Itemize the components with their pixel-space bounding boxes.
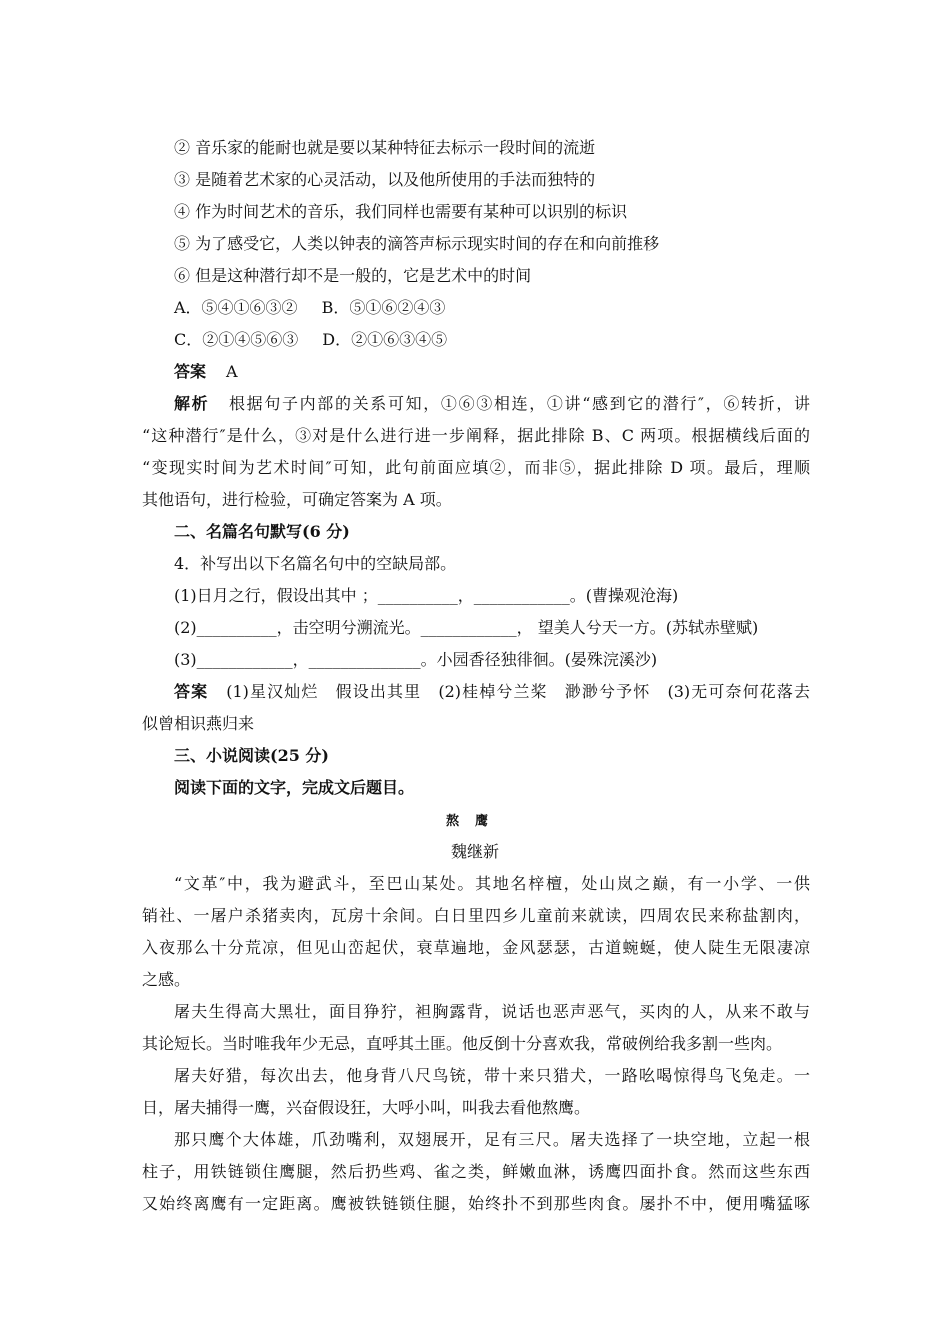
section-2-heading: 二、名篇名句默写(6 分) — [174, 522, 350, 541]
question-4: 4．补写出以下名篇名句中的空缺局部。 — [174, 554, 457, 573]
analysis-line-3: “变现实时间为艺术时间″可知，此句前面应填②，而非⑤，据此排除 D 项。最后，理顺 — [142, 458, 810, 477]
analysis-line-4: 其他语句，进行检验，可确定答案为 A 项。 — [142, 490, 452, 509]
sentence-4: ④ 作为时间艺术的音乐，我们同样也需要有某种可以识别的标识 — [174, 202, 628, 221]
story-p4-line-3: 又始终离鹰有一定距离。鹰被铁链锁住腿，始终扑不到那些肉食。屡扑不中，便用嘴猛啄 — [142, 1194, 810, 1213]
story-p1-line-2: 销社、一屠户杀猪卖肉，瓦房十余间。白日里四乡儿童前来就读，四周农民来称盐割肉， — [142, 906, 810, 925]
option-c: C．②①④⑤⑥③ — [174, 330, 299, 349]
analysis-line-2: “这种潜行″是什么，③对是什么进行进一步阐释，据此排除 B、C 两项。根据横线后面的 — [142, 426, 810, 445]
analysis-line-1: 解析 根据句子内部的关系可知，①⑥③相连，①讲“感到它的潜行″，⑥转折，讲 — [174, 394, 810, 413]
story-author: 魏继新 — [450, 842, 499, 861]
options-row-2 — [174, 330, 447, 350]
option-a: A．⑤④①⑥③② — [174, 298, 298, 317]
answer-label: 答案 — [174, 682, 209, 701]
option-d: D．②①⑥③④⑤ — [322, 330, 448, 349]
answer-q4-line-2: 似曾相识燕归来 — [142, 714, 255, 733]
story-p2-line-2: 其论短长。当时唯我年少无忌，直呼其土匪。他反倒十分喜欢我，常破例给我多割一些肉。 — [142, 1034, 783, 1053]
reading-instruction: 阅读下面的文字，完成文后题目。 — [174, 778, 415, 797]
sentence-2: ② 音乐家的能耐也就是要以某种特征去标示一段时间的流逝 — [174, 138, 596, 157]
options-row-1 — [174, 298, 445, 318]
story-p3-line-1: 屠夫好猎，每次出去，他身背八尺鸟铳，带十来只猎犬，一路吆喝惊得鸟飞兔走。一 — [174, 1066, 810, 1085]
sentence-5: ⑤ 为了感受它，人类以钟表的滴答声标示现实时间的存在和向前推移 — [174, 234, 660, 253]
sentence-6: ⑥ 但是这种潜行却不是一般的，它是艺术中的时间 — [174, 266, 532, 285]
sentence-3: ③ 是随着艺术家的心灵活动，以及他所使用的手法而独特的 — [174, 170, 596, 189]
story-p4-line-1: 那只鹰个大体雄，爪劲嘴利，双翅展开，足有三尺。屠夫选择了一块空地，立起一根 — [174, 1130, 810, 1149]
story-p1-line-1: “文革″中，我为避武斗，至巴山某处。其地名梓檀，处山岚之巅，有一小学、一供 — [174, 874, 810, 893]
story-p2-line-1: 屠夫生得高大黑壮，面目狰狞，袒胸露背，说话也恶声恶气，买肉的人，从来不敢与 — [174, 1002, 810, 1021]
section-3-heading: 三、小说阅读(25 分) — [174, 746, 329, 765]
option-b: B．⑤①⑥②④③ — [321, 298, 446, 317]
fill-blank-2: (2)__________，击空明兮溯流光。____________， 望美人兮天一方。(苏轼赤壁赋) — [174, 618, 759, 637]
story-p1-line-4: 之感。 — [142, 970, 191, 989]
answer-q4-line-1: 答案 (1)星汉灿烂 假设出其里 (2)桂棹兮兰桨 渺渺兮予怀 (3)无可奈何花落去 — [174, 682, 810, 701]
story-p3-line-2: 日，屠夫捕得一鹰，兴奋假设狂，大呼小叫，叫我去看他熬鹰。 — [142, 1098, 591, 1117]
fill-blank-1: (1)日月之行，假设出其中 ；__________，____________。(曹操观沧海) — [174, 586, 679, 605]
answer-label: 答案 — [174, 362, 207, 381]
answer-value: A — [226, 362, 238, 381]
story-p1-line-3: 入夜那么十分荒凉，但见山峦起伏，衰草遍地，金风瑟瑟，古道蜿蜒，使人陡生无限凄凉 — [142, 938, 810, 957]
answer-q3 — [174, 362, 238, 382]
analysis-label: 解析 — [174, 394, 210, 413]
fill-blank-3: (3)____________，______________。小园香径独徘徊。(晏殊浣溪沙) — [174, 650, 658, 669]
story-title: 熬鹰 — [445, 814, 504, 829]
story-p4-line-2: 柱子，用铁链锁住鹰腿，然后扔些鸡、雀之类，鲜嫩血淋，诱鹰四面扑食。然而这些东西 — [142, 1162, 810, 1181]
